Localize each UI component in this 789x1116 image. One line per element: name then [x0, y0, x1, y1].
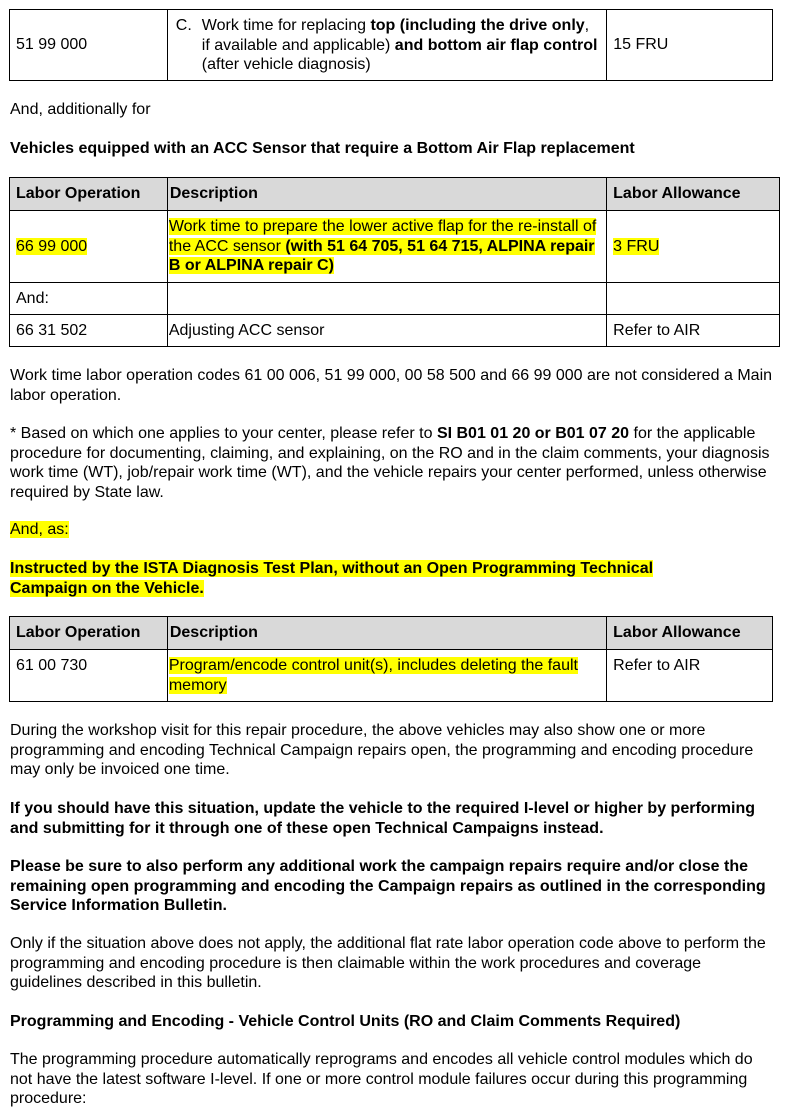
- para-procedure: The programming procedure automatically reprograms and encodes all vehicle control modules which do not have the latest software I-level. If one or more control module failures occur during this programming procedure:: [10, 1051, 753, 1107]
- acc-labor-table: [9, 177, 780, 347]
- heading-ista-text: Instructed by the ISTA Diagnosis Test Plan, without an Open Programming Technical Campaign on the Vehicle.: [10, 560, 654, 597]
- para-main-labor: Work time labor operation codes 61 00 006, 51 99 000, 00 58 500 and 66 99 000 are not considered a Main labor operation.: [10, 367, 773, 404]
- labor-code: 61 00 730: [10, 650, 168, 702]
- para-only-if: Only if the situation above does not apply, the additional flat rate labor operation code above to perform the programming and encoding procedure is then claimable within the work procedures and coverage guidelines described in this bulletin.: [10, 935, 766, 991]
- labor-code: [10, 211, 168, 283]
- para-part: for the applicable procedure for documenting, claiming, and explaining, on the RO and in the claim comments, your diagnosis work time (WT), job/repair work time (WT), and the vehicle repairs your center performed, unless otherwise required by State law.: [10, 425, 770, 501]
- heading-ista: [10, 559, 710, 598]
- desc-part: Work time to prepare the lower active flap for the re-install of the ACC sensor: [168, 218, 597, 255]
- header-description: Description: [167, 617, 606, 650]
- labor-description: [167, 283, 606, 315]
- desc-part-bold: top (including the drive only: [370, 17, 585, 34]
- labor-code: And:: [10, 283, 168, 315]
- labor-code: 51 99 000: [10, 10, 168, 81]
- para-and-as: [10, 520, 775, 540]
- labor-description-text: Program/encode control unit(s), includes deleting the fault memory: [168, 657, 578, 694]
- table-header-row: [10, 178, 780, 211]
- desc-part: Work time for replacing: [201, 17, 371, 34]
- para-additionally: And, additionally for: [10, 101, 151, 118]
- labor-description: [167, 211, 606, 283]
- desc-part-bold: and bottom air flap control: [394, 36, 598, 54]
- labor-allowance: [607, 283, 780, 315]
- para-workshop: During the workshop visit for this repair procedure, the above vehicles may also show one or more programming and encoding Technical Campaign repairs open, the programming and encoding procedure may only be invoiced one time.: [10, 722, 754, 778]
- header-labor-operation: Labor Operation: [10, 617, 168, 650]
- heading-acc: Vehicles equipped with an ACC Sensor that require a Bottom Air Flap replacement: [10, 140, 635, 157]
- si-reference: SI B01 01 20 or B01 07 20: [436, 425, 630, 442]
- desc-part-bold: (with 51 64 705, 51 64 715, ALPINA repair B or ALPINA repair C): [168, 237, 595, 274]
- para-situation: If you should have this situation, update the vehicle to the required I-level or higher by performing and submitting for it through one of these open Technical Campaigns instead.: [10, 800, 755, 837]
- desc-part: , if available and applicable): [201, 17, 590, 54]
- labor-description: Adjusting ACC sensor: [167, 315, 606, 347]
- labor-allowance-text: 3 FRU: [613, 237, 660, 255]
- table-row: [10, 650, 773, 702]
- para-based-on: [10, 424, 775, 502]
- table-header-row: [10, 617, 773, 650]
- labor-allowance: Refer to AIR: [607, 650, 773, 702]
- labor-allowance: [607, 211, 780, 283]
- labor-code-text: 66 99 000: [16, 237, 88, 255]
- top-labor-table: [9, 9, 773, 81]
- programming-labor-table: [9, 616, 773, 702]
- labor-description: [167, 650, 606, 702]
- header-description: Description: [167, 178, 606, 211]
- table-row: [10, 10, 773, 81]
- labor-allowance: Refer to AIR: [607, 315, 780, 347]
- heading-programming: Programming and Encoding - Vehicle Control Units (RO and Claim Comments Required): [10, 1013, 681, 1030]
- labor-allowance: 15 FRU: [607, 10, 773, 81]
- header-labor-allowance: Labor Allowance: [607, 178, 780, 211]
- labor-code: 66 31 502: [10, 315, 168, 347]
- item-letter: C.: [175, 17, 192, 34]
- table-row: [10, 315, 780, 347]
- table-row: [10, 211, 780, 283]
- para-part: * Based on which one applies to your center, please refer to: [10, 425, 437, 442]
- description-text: [202, 16, 600, 75]
- header-labor-allowance: Labor Allowance: [607, 617, 773, 650]
- labor-description: [167, 10, 606, 81]
- table-row: [10, 283, 780, 315]
- desc-part: (after vehicle diagnosis): [201, 56, 371, 73]
- para-and-as-text: And, as:: [10, 521, 69, 538]
- para-please: Please be sure to also perform any additional work the campaign repairs require and/or close the remaining open programming and encoding the Campaign repairs as outlined in the corresponding Service Information Bulletin.: [10, 858, 766, 914]
- header-labor-operation: Labor Operation: [10, 178, 168, 211]
